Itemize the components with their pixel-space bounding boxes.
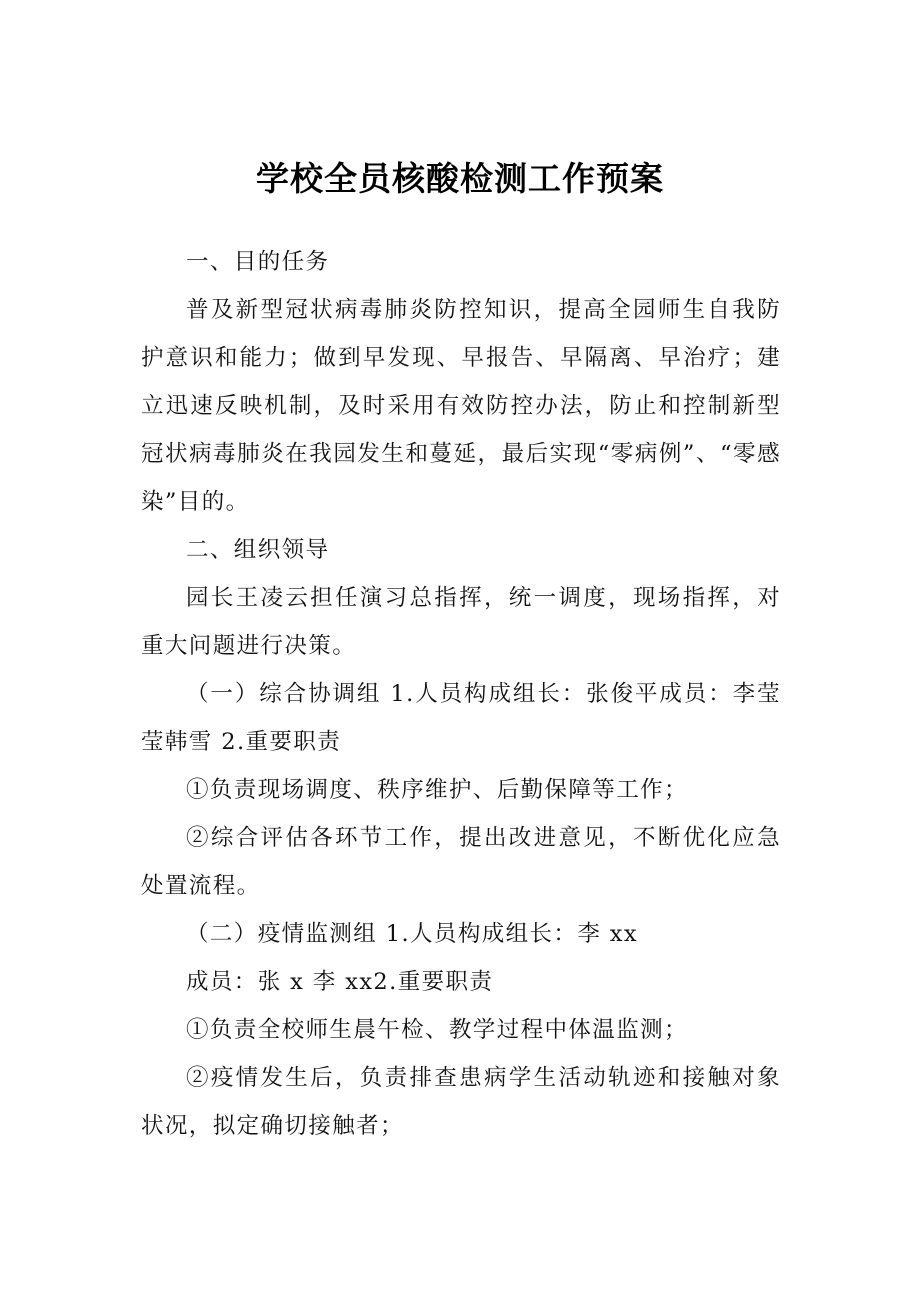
section-heading-organization: 二、组织领导 (186, 537, 330, 563)
list-item-monitor-duty-1: ①负责全校师生晨午检、教学过程中体温监测； (186, 1017, 688, 1043)
document-body (141, 238, 781, 1150)
paragraph-coordination-group: （一）综合协调组 1.人员构成组长：张俊平成员：李莹莹韩雪 2.重要职责 (141, 681, 781, 755)
paragraph-monitoring-group: （二）疫情监测组 1.人员构成组长：李 xx (186, 921, 638, 947)
list-item-monitor-duty-2: ②疫情发生后，负责排查患病学生活动轨迹和接触对象状况，拟定确切接触者； (141, 1065, 781, 1139)
section-heading-purpose: 一、目的任务 (186, 249, 330, 275)
paragraph-leadership: 园长王凌云担任演习总指挥，统一调度，现场指挥，对重大问题进行决策。 (141, 585, 781, 659)
paragraph-monitoring-members: 成员：张 x 李 xx2.重要职责 (186, 969, 494, 995)
paragraph-purpose: 普及新型冠状病毒肺炎防控知识，提高全园师生自我防护意识和能力；做到早发现、早报告、早隔离、早治疗；建立迅速反映机制，及时采用有效防控办法，防止和控制新型冠状病毒肺炎在我园发生和蔓延，最后实现“零病例”、“零感染”目的。 (141, 297, 781, 515)
list-item-duty-1: ①负责现场调度、秩序维护、后勤保障等工作； (186, 777, 688, 803)
list-item-duty-2: ②综合评估各环节工作，提出改进意见，不断优化应急处置流程。 (141, 825, 781, 899)
document-title: 学校全员核酸检测工作预案 (256, 159, 664, 198)
